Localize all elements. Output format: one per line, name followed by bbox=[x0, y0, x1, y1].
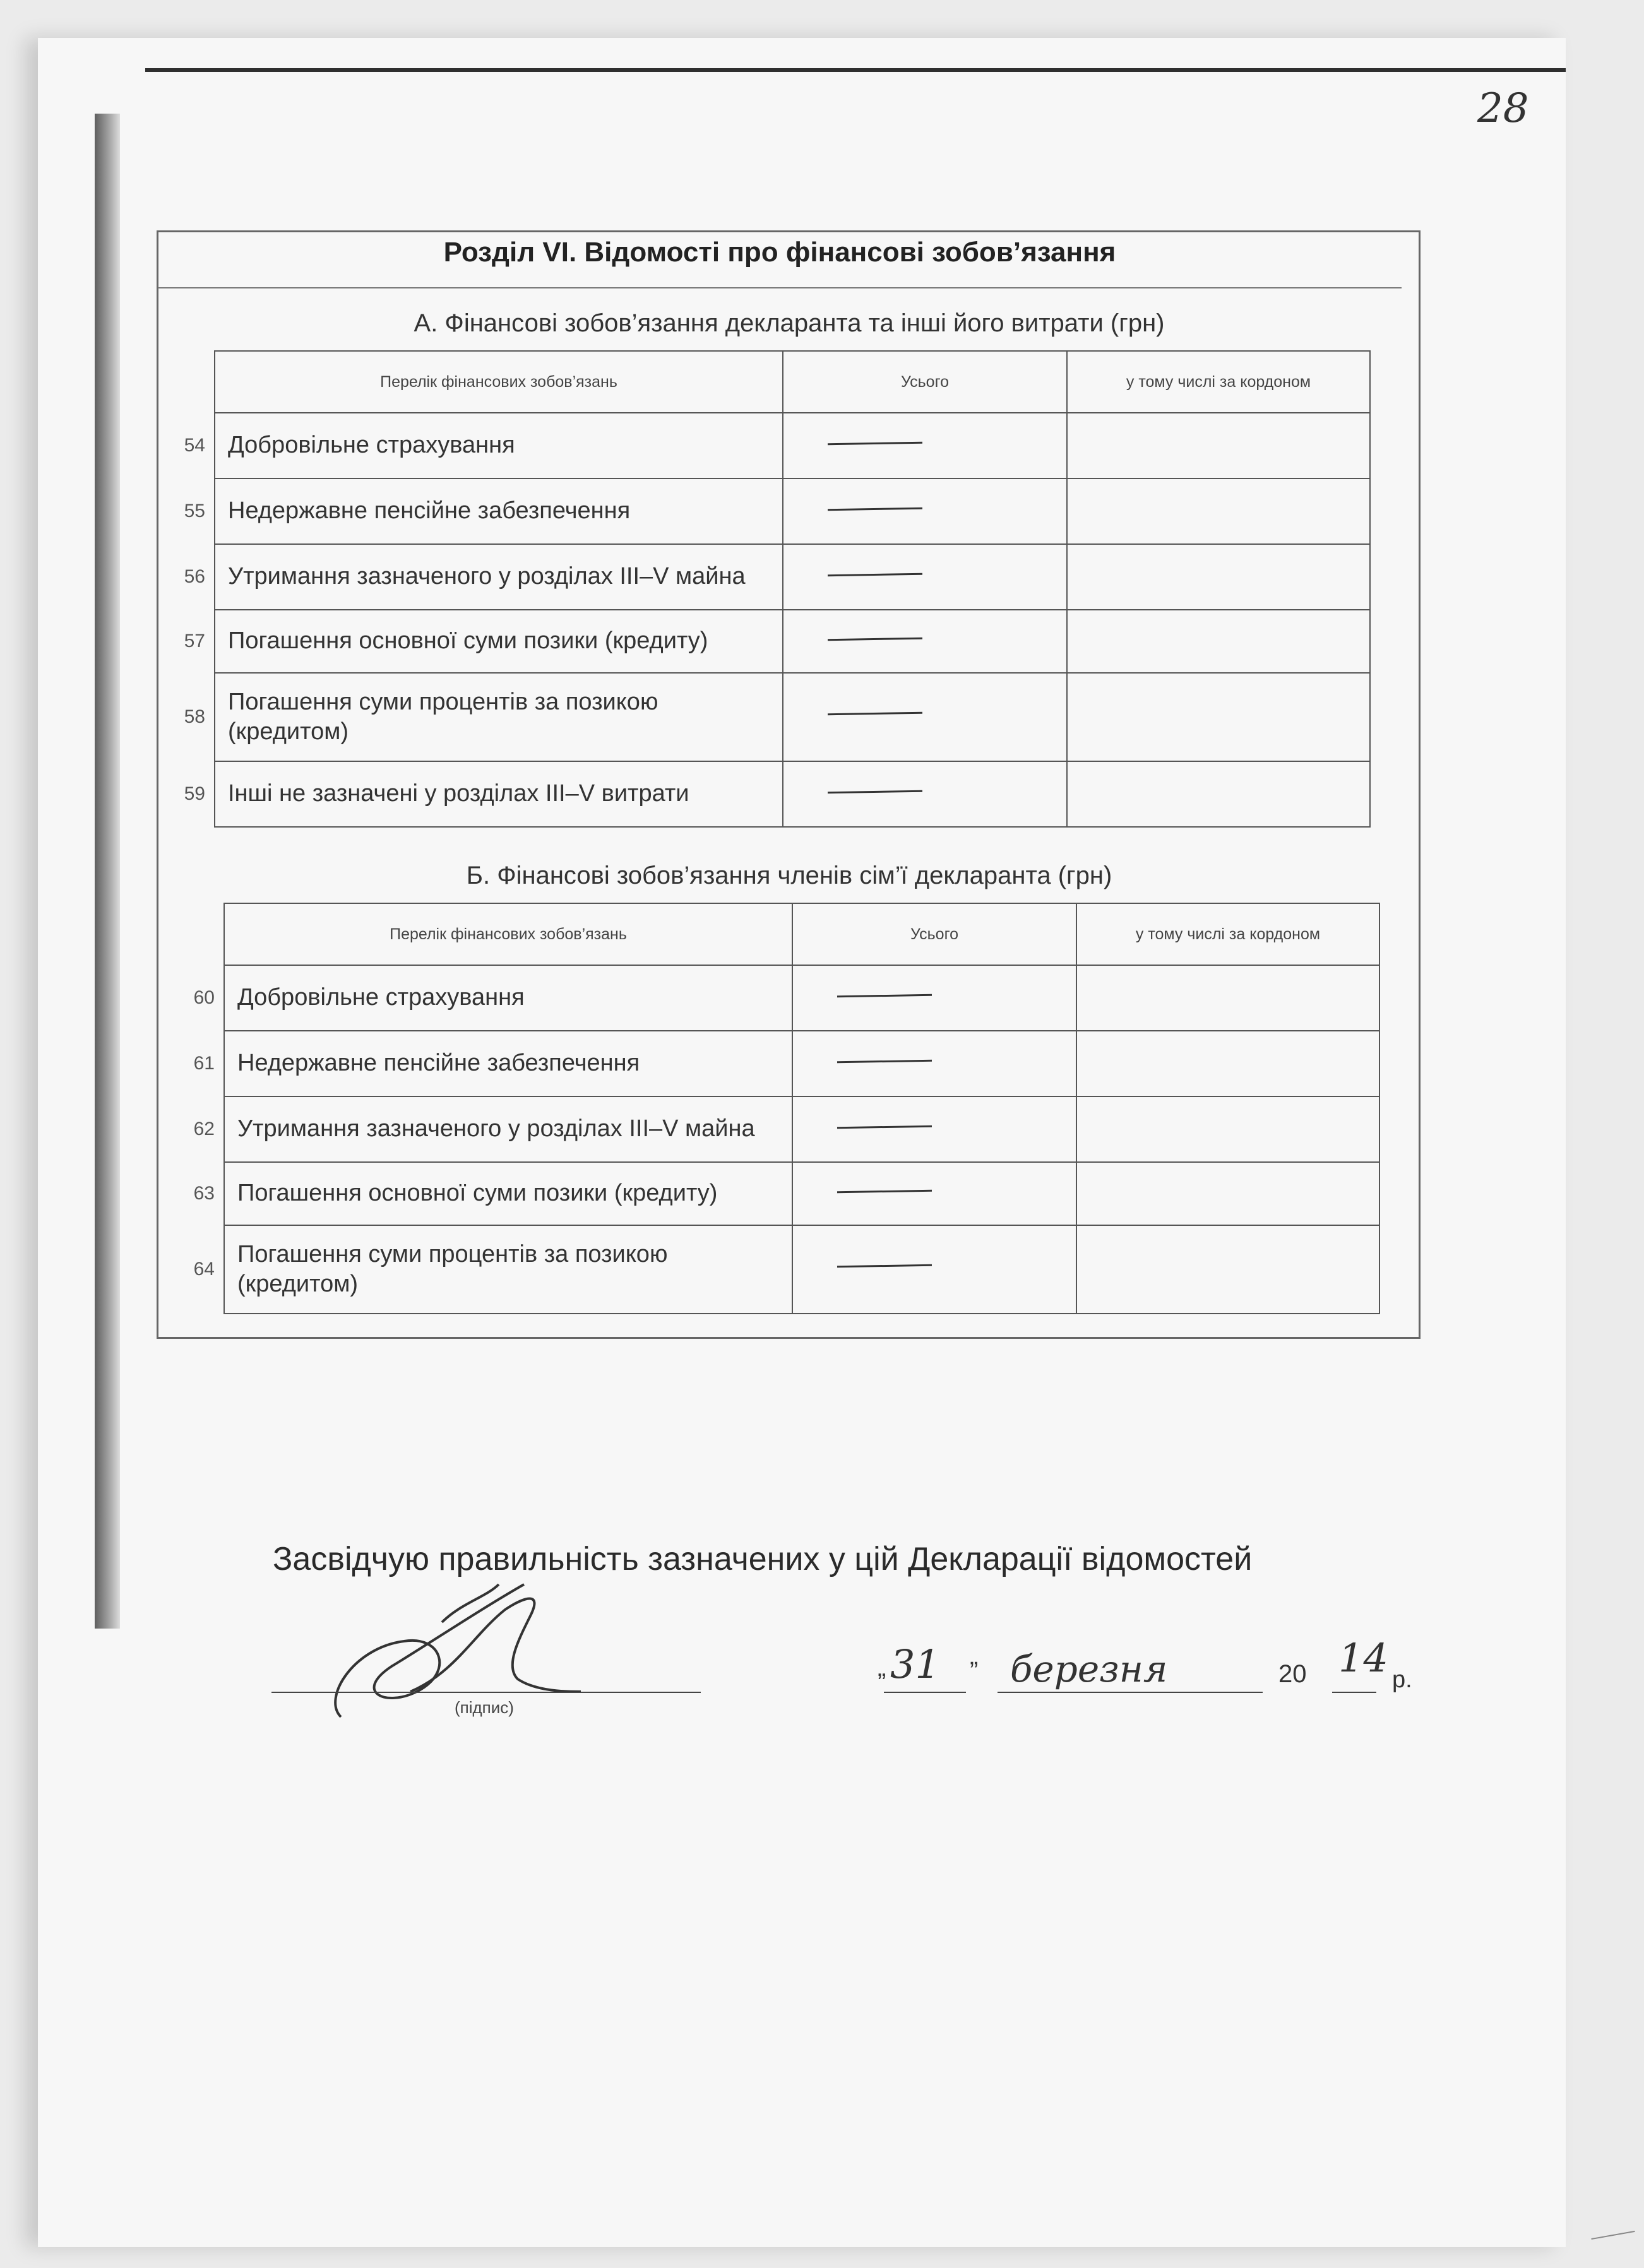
row-label: Недержавне пенсійне забезпечення bbox=[224, 1031, 792, 1096]
row-label: Утримання зазначеного у розділах III–V майна bbox=[224, 1096, 792, 1162]
row-total bbox=[792, 1225, 1076, 1314]
table-row bbox=[158, 610, 1370, 673]
row-total bbox=[783, 673, 1067, 761]
row-total bbox=[792, 1096, 1076, 1162]
row-abroad bbox=[1067, 544, 1370, 610]
year-prefix: 20 bbox=[1278, 1660, 1307, 1688]
handwritten-dash bbox=[837, 1060, 932, 1064]
signature-line bbox=[271, 1692, 701, 1693]
day-line bbox=[884, 1692, 966, 1693]
section-title-rule bbox=[158, 287, 1402, 288]
row-total bbox=[792, 1031, 1076, 1096]
section-title: Розділ VI. Відомості про фінансові зобов’язання bbox=[443, 237, 1116, 268]
row-label: Погашення основної суми позики (кредиту) bbox=[224, 1162, 792, 1225]
row-abroad bbox=[1076, 1225, 1379, 1314]
month-line bbox=[998, 1692, 1263, 1693]
row-number: 55 bbox=[184, 501, 205, 521]
date-day: 31 bbox=[890, 1641, 940, 1687]
row-total bbox=[792, 1162, 1076, 1225]
attestation-text: Засвідчую правильність зазначених у цій Декларації відомостей bbox=[273, 1541, 1253, 1577]
handwritten-page-number: 28 bbox=[1477, 85, 1529, 132]
row-label: Утримання зазначеного у розділах III–V майна bbox=[215, 544, 783, 610]
row-abroad bbox=[1067, 673, 1370, 761]
row-number: 60 bbox=[193, 987, 215, 1008]
table-header-row bbox=[158, 351, 1370, 413]
header-obligations: Перелік фінансових зобов’язань bbox=[215, 351, 783, 413]
table-row bbox=[158, 544, 1370, 610]
year-suffix: 14 bbox=[1338, 1635, 1388, 1681]
handwritten-dash bbox=[828, 442, 922, 446]
year-line bbox=[1332, 1692, 1376, 1693]
page-binding-shadow bbox=[95, 114, 120, 1629]
handwritten-dash bbox=[828, 638, 922, 641]
date-month: березня bbox=[1010, 1648, 1168, 1690]
row-total bbox=[783, 761, 1067, 827]
handwritten-dash bbox=[837, 1190, 932, 1194]
row-abroad bbox=[1067, 761, 1370, 827]
top-edge-line bbox=[145, 68, 1566, 72]
table-row bbox=[167, 1096, 1379, 1162]
row-number: 56 bbox=[184, 566, 205, 587]
row-number: 64 bbox=[193, 1259, 215, 1279]
handwritten-dash bbox=[837, 994, 932, 998]
part-a-table bbox=[158, 350, 1371, 828]
part-a-title: А. Фінансові зобов’язання декларанта та інші його витрати (грн) bbox=[414, 309, 1165, 337]
row-number: 61 bbox=[193, 1053, 215, 1074]
row-label: Недержавне пенсійне забезпечення bbox=[215, 478, 783, 544]
handwritten-dash bbox=[837, 1125, 932, 1129]
header-obligations: Перелік фінансових зобов’язань bbox=[224, 903, 792, 965]
row-number: 57 bbox=[184, 631, 205, 651]
date-quote-open: „ bbox=[878, 1654, 886, 1682]
row-total bbox=[792, 965, 1076, 1031]
row-number: 62 bbox=[193, 1119, 215, 1139]
table-row bbox=[167, 1225, 1379, 1314]
header-total: Усього bbox=[783, 351, 1067, 413]
row-total bbox=[783, 478, 1067, 544]
row-abroad bbox=[1076, 1031, 1379, 1096]
header-abroad: у тому числі за кордоном bbox=[1076, 903, 1379, 965]
row-label: Добровільне страхування bbox=[215, 413, 783, 478]
table-row bbox=[158, 761, 1370, 827]
row-abroad bbox=[1067, 610, 1370, 673]
row-number: 63 bbox=[193, 1183, 215, 1204]
number-header bbox=[158, 351, 215, 413]
table-row bbox=[167, 1162, 1379, 1225]
signature-scribble bbox=[316, 1572, 581, 1730]
table-row bbox=[167, 965, 1379, 1031]
table-row bbox=[167, 1031, 1379, 1096]
handwritten-dash bbox=[828, 573, 922, 577]
row-label: Добровільне страхування bbox=[224, 965, 792, 1031]
row-label: Інші не зазначені у розділах III–V витрати bbox=[215, 761, 783, 827]
row-abroad bbox=[1076, 965, 1379, 1031]
handwritten-dash bbox=[828, 508, 922, 511]
table-row bbox=[158, 413, 1370, 478]
row-number: 59 bbox=[184, 783, 205, 804]
handwritten-dash bbox=[828, 712, 922, 716]
row-label: Погашення суми процентів за позикою (кредитом) bbox=[215, 673, 783, 761]
handwritten-dash bbox=[837, 1264, 932, 1268]
table-row bbox=[158, 478, 1370, 544]
signature-label: (підпис) bbox=[455, 1698, 514, 1717]
year-unit: р. bbox=[1392, 1666, 1412, 1693]
row-number: 58 bbox=[184, 706, 205, 727]
row-total bbox=[783, 610, 1067, 673]
header-abroad: у тому числі за кордоном bbox=[1067, 351, 1370, 413]
row-total bbox=[783, 413, 1067, 478]
date-quote-close: ” bbox=[970, 1657, 979, 1685]
row-number: 54 bbox=[184, 435, 205, 456]
handwritten-dash bbox=[828, 790, 922, 794]
row-label: Погашення основної суми позики (кредиту) bbox=[215, 610, 783, 673]
row-abroad bbox=[1076, 1096, 1379, 1162]
row-abroad bbox=[1067, 478, 1370, 544]
table-row bbox=[158, 673, 1370, 761]
table-header-row bbox=[167, 903, 1379, 965]
row-total bbox=[783, 544, 1067, 610]
scan-mark bbox=[1591, 2231, 1635, 2240]
row-label: Погашення суми процентів за позикою (кредитом) bbox=[224, 1225, 792, 1314]
row-abroad bbox=[1076, 1162, 1379, 1225]
row-abroad bbox=[1067, 413, 1370, 478]
header-total: Усього bbox=[792, 903, 1076, 965]
part-b-table bbox=[167, 903, 1380, 1314]
number-header bbox=[167, 903, 224, 965]
part-b-title: Б. Фінансові зобов’язання членів сім’ї декларанта (грн) bbox=[466, 862, 1112, 889]
